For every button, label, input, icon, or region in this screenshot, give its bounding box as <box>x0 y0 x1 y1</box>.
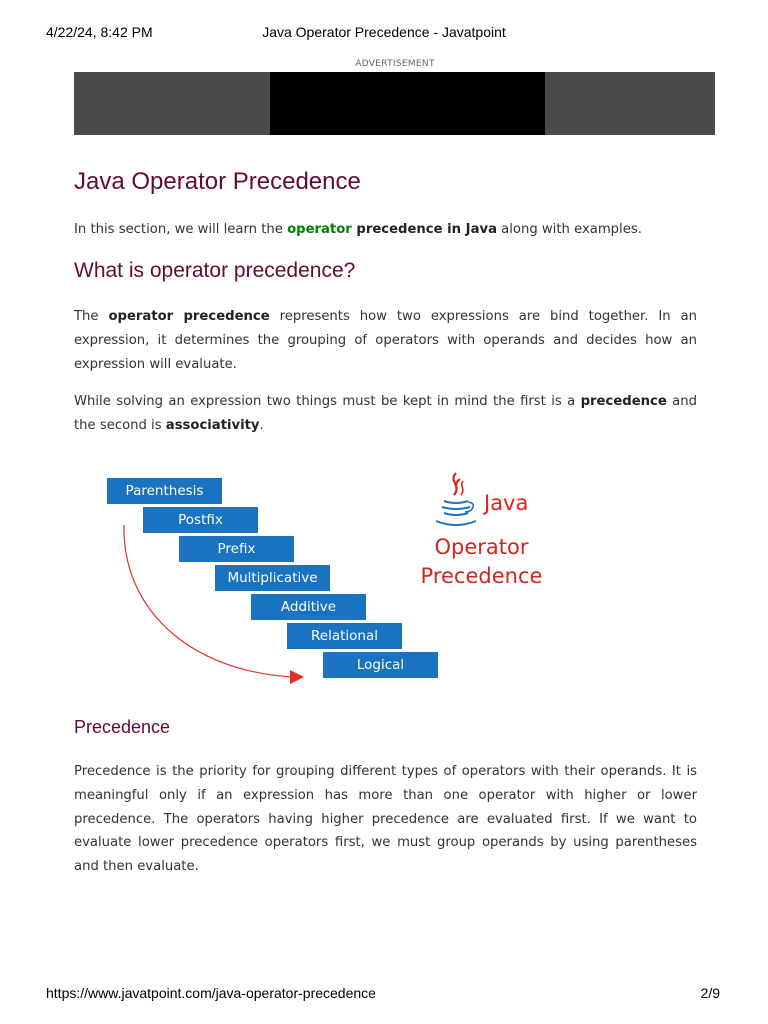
step-additive: Additive <box>251 594 366 620</box>
step-relational: Relational <box>287 623 402 649</box>
solving-text-end: . <box>259 417 264 433</box>
precedence-bold: precedence <box>580 394 667 409</box>
step-logical: Logical <box>323 652 438 678</box>
step-multiplicative: Multiplicative <box>215 565 330 591</box>
intro-text: In this section, we will learn the <box>74 222 288 237</box>
java-logo-text: Java <box>484 491 529 515</box>
advertisement-banner[interactable] <box>74 72 715 135</box>
print-page-title: Java Operator Precedence - Javatpoint <box>262 24 506 40</box>
step-postfix: Postfix <box>143 507 258 533</box>
step-parenthesis: Parenthesis <box>107 478 222 504</box>
subsection-title: Precedence <box>74 717 171 737</box>
associativity-bold: associativity <box>165 417 260 433</box>
page-number: 2/9 <box>700 985 720 1001</box>
operator-precedence-diagram <box>74 465 594 695</box>
intro-text-end: along with examples. <box>496 222 642 237</box>
print-datetime: 4/22/24, 8:42 PM <box>46 24 153 40</box>
advertisement-media[interactable] <box>270 72 545 135</box>
precedence-paragraph: Precedence is the priority for grouping different types of operators with their operands. It is meaningful only if an expression has more than one operator with higher or lower precedence. The operators having higher precedence are evaluated first. If we want to evaluate lower precedence operators first, we must group operands by using parentheses and then evaluate. <box>74 764 697 875</box>
print-url: https://www.javatpoint.com/java-operator-precedence <box>46 985 376 1001</box>
solving-text: While solving an expression two things must be kept in mind the first is a <box>74 394 581 409</box>
advertisement-label: ADVERTISEMENT <box>355 59 435 69</box>
page-title: Java Operator Precedence <box>74 168 361 195</box>
solving-paragraph <box>74 390 697 438</box>
definition-text-end: represents how two expressions are bind together. In an expression, it determines the grouping of operators with operands and decides how an expression will evaluate. <box>74 309 697 372</box>
definition-paragraph <box>74 305 697 376</box>
caption-line-2: Precedence <box>420 564 543 588</box>
java-coffee-cup-icon <box>432 471 484 531</box>
section-title: What is operator precedence? <box>74 259 356 282</box>
caption-line-1: Operator <box>434 535 529 559</box>
step-prefix: Prefix <box>179 536 294 562</box>
intro-bold: precedence in Java <box>351 222 497 237</box>
operator-link[interactable]: operator <box>287 222 352 237</box>
solving-text-middle: and the second is <box>74 394 697 433</box>
definition-text: The <box>74 309 109 324</box>
intro-paragraph <box>74 218 697 242</box>
definition-bold: operator precedence <box>108 309 270 324</box>
diagram-caption <box>394 533 569 591</box>
